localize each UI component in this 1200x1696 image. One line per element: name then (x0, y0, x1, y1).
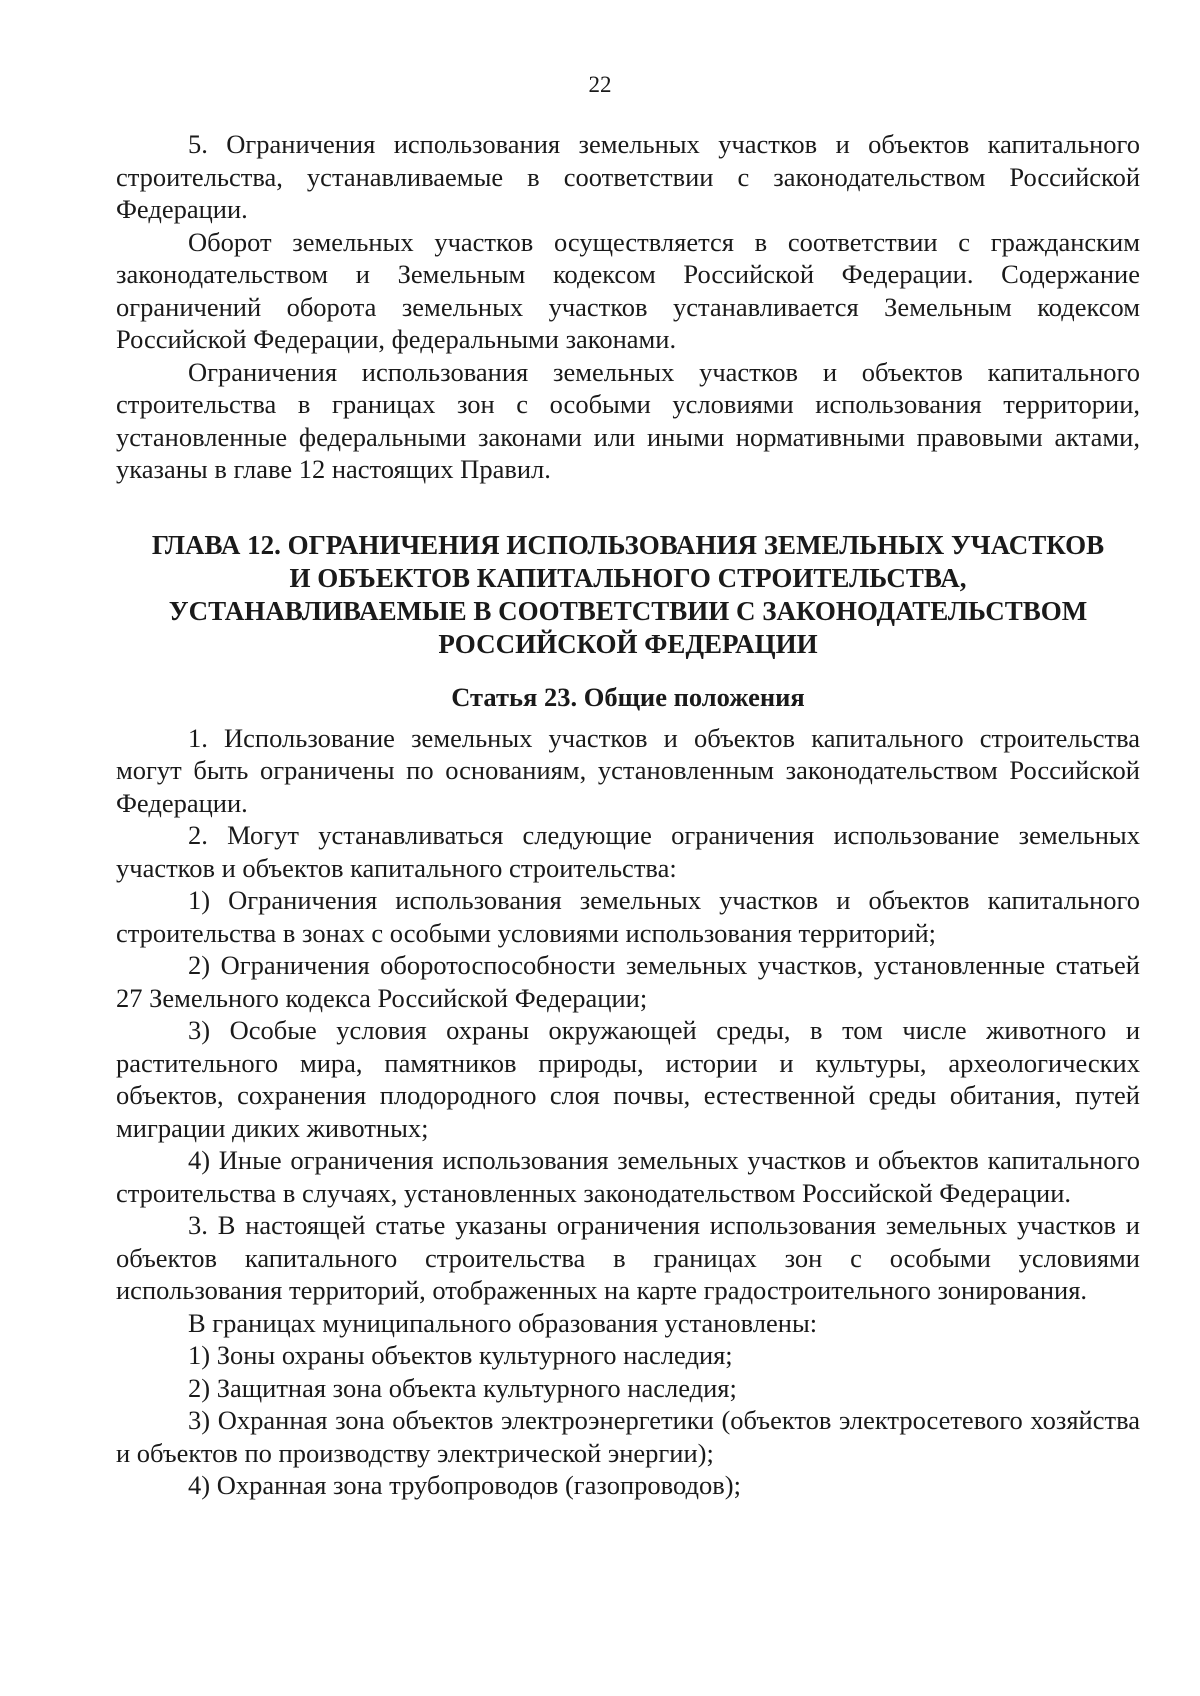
list-item-pipeline-zone: 4) Охранная зона трубопроводов (газопроводов); (188, 1470, 741, 1500)
list-item-cultural-heritage-zones: 1) Зоны охраны объектов культурного наследия; (188, 1340, 733, 1370)
paragraph-land-turnover: Оборот земельных участков осуществляется в соответствии с гражданским законодательством и Земельным кодексом Российской Федерации. Содержание ограничений оборота земельных участков устанавливается Земельным кодексом Российской Федерации, федеральными законами. (116, 226, 1140, 354)
list-item-zones-special-conditions: 1) Ограничения использования земельных участков и объектов капитального строительства в зонах с особыми условиями использования территорий; (116, 885, 1140, 948)
list-item-other-restrictions: 4) Иные ограничения использования земельных участков и объектов капитального строительства в случаях, установленных законодательством Российской Федерации. (116, 1145, 1140, 1208)
article-paragraph-1: 1. Использование земельных участков и объектов капитального строительства могут быть ограничены по основаниям, установленным законодательством Российской Федерации. (116, 722, 1140, 818)
chapter-title-line: ГЛАВА 12. ОГРАНИЧЕНИЯ ИСПОЛЬЗОВАНИЯ ЗЕМЕЛЬНЫХ УЧАСТКОВ (151, 529, 1105, 560)
page-number: 22 (588, 72, 612, 97)
list-item-environment-protection: 3) Особые условия охраны окружающей среды, в том числе животного и растительного мира, памятников природы, истории и культуры, археологических объектов, сохранения плодородного слоя почвы, естественной среды обитания, путей миграции диких животных; (116, 1015, 1140, 1143)
paragraph-special-zones-reference: Ограничения использования земельных участков и объектов капитального строительства в границах зон с особыми условиями использования территории, установленные федеральными законами или иными нормативными правовыми актами, указаны в главе 12 настоящих Правил. (116, 356, 1140, 484)
article-paragraph-2: 2. Могут устанавливаться следующие ограничения использование земельных участков и объектов капитального строительства: (116, 820, 1140, 883)
list-item-electric-power-zone: 3) Охранная зона объектов электроэнергетики (объектов электросетевого хозяйства и объектов по производству электрической энергии); (116, 1405, 1140, 1468)
list-item-protective-zone: 2) Защитная зона объекта культурного наследия; (188, 1372, 737, 1403)
chapter-title-line: УСТАНАВЛИВАЕМЫЕ В СООТВЕТСТВИИ С ЗАКОНОДАТЕЛЬСТВОМ (168, 595, 1088, 626)
article-paragraph-3: 3. В настоящей статье указаны ограничения использования земельных участков и объектов капитального строительства в границах зон с особыми условиями использования территорий, отображенных на карте градостроительного зонирования. (116, 1210, 1140, 1305)
paragraph-established-zones: В границах муниципального образования установлены: (188, 1307, 818, 1338)
chapter-title-line: РОССИЙСКОЙ ФЕДЕРАЦИИ (438, 628, 818, 659)
paragraph-5-restrictions: 5. Ограничения использования земельных участков и объектов капитального строительства, устанавливаемые в соответствии с законодательством Российской Федерации. (116, 129, 1140, 224)
chapter-12-title (116, 529, 1140, 661)
list-item-turnover-restrictions: 2) Ограничения оборотоспособности земельных участков, установленные статьей 27 Земельного кодекса Российской Федерации; (116, 950, 1140, 1013)
article-23-title: Статья 23. Общие положения (451, 681, 805, 712)
chapter-title-line: И ОБЪЕКТОВ КАПИТАЛЬНОГО СТРОИТЕЛЬСТВА, (289, 562, 967, 593)
document-body (116, 128, 1140, 1502)
